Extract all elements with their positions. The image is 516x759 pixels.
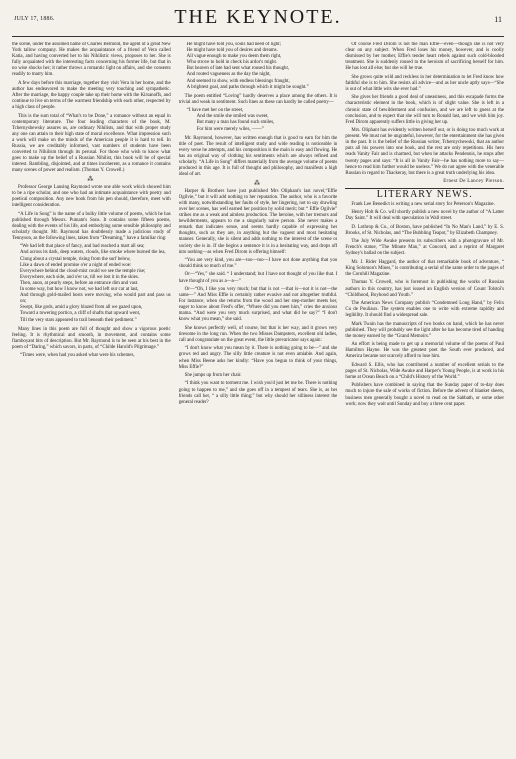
poem-excerpt	[187, 108, 338, 132]
verse-line: Swept, like gods, amid a glory blazed from all we gazed upon,	[20, 305, 143, 311]
paragraph: Mrs. Oliphant has evidently written herself out, or is doing too much work at present. We must not be ungrateful, however, for the entertainment she has given in the past. It is the belief of the Russian writer, Tchernychewski, that an author puts all his powers into one book, and the rest are only repetitions. His hero reads Vanity Fair and is charmed, but when he attacks Pendennis, he stops after twenty pages and says: “It is all in Vanity Fair—he has nothing more to say—hence to read him further would be useless.” We do not agree with the venerable Russian in regard to Thackeray, but there is a great truth underlying his idea.	[345, 128, 505, 176]
paragraph: This is the sum total of “What's to be Done,” a romance without an equal in contemporary literature. The four leading characters of the book, M. Tchernyshewsky assures us, are ordinary Nihilists, and that with proper study any one can attain to their high state of moral excellence. What impression such a work will make on the minds of the American people it is hard to tell. In Russia, we are creditably informed, vast numbers of students have been converted to Nihilism through its perusal. For those who wish to know what goes to make up the belief of a Russian Nihilist, this book will be of special interest. Rambling, disjointed, and at times incoherent, as a romance it contains many scenes of power and realism. (Thomas Y. Crowell.)	[12, 113, 171, 174]
verse-line: Toward a towering portico, a cliff of shafts that upward went,	[20, 311, 141, 317]
news-item: Mark Twain has the manuscripts of two books on hand, which he has never published. They will probably see the light after he has become tired of handing the money earned by the “Grand Memoirs.”	[345, 321, 505, 339]
verse-line: Clung about a crystal temple, rising from the surf below,	[20, 256, 131, 262]
paragraph: She knows perfectly well, of course, but that is her way, and it grows very tiresome in the long run. When the two Misses Dampsters, excellent old ladies, call and congratulate on the great event, the little prevaricator says again:	[178, 325, 338, 343]
news-item: The July Wide Awake presents its subscribers with a photogravure of Mr. French's statue, “The Minute Man,” at Concord, and a reprint of Margaret Sydney's ballad on the subject.	[345, 239, 505, 257]
author-signature: Ernest De Lancey Pierson.	[443, 179, 505, 185]
news-item: D. Lothrop & Co., of Boston, have published “In No Man's Land,” by E. S. Brooks, of St. Nicholas, and “The Bubbling Teapot,” by Elizabeth Champney.	[345, 224, 505, 236]
paragraph: She jumps up from her chair.	[184, 373, 242, 379]
verse-line: “I have met her on the street,	[186, 108, 244, 114]
verse-line: But many a man has found such smiles,	[196, 120, 275, 126]
verse-line: Then, anon, at pearly steps, before an entrance dim and vast.	[20, 280, 139, 286]
verse-line: For him were merely wiles, ——”	[196, 126, 264, 132]
section-ornament: ⁂	[87, 176, 96, 183]
poem-excerpt	[187, 42, 338, 91]
paragraph: A few days before this marriage, together they visit Vera in her home, and the author has endeavored to make the meeting very touching and sympathetic. After the marriage, the happy couple take up their home with the Kirsanoffs, and continue to live on terms of the warmest friendship with each other, respected by a high class of people.	[12, 80, 171, 111]
column-1	[12, 42, 171, 754]
paragraph: the scene, under the assumed name of Charles Belmont, the agent of a great New York tallow company. He makes the acquaintance of a friend of Vera called Katia, and having converted her to his Nihilistic views, proposes to her. She is fully acquainted with the interesting facts concerning his former life, but that in no wise shocks her; it rather throws a romantic light on affairs, and she consents readily to marry him.	[12, 42, 171, 78]
verse-line: And seemed to show, with endless blessings fraught,	[186, 78, 290, 84]
news-item: An effort is being made to get up a memorial volume of the poems of Paul Hamilton Hayne. He was the greatest poet the South ever produced, and America became not scarcely afford to lose him.	[345, 342, 505, 360]
news-item: Henry Holt & Co. will shortly publish a new novel by the author of “A Latter Day Saint.” It will deal with speculation in Wall street.	[345, 210, 505, 222]
section-ornament: ⁂	[254, 180, 262, 187]
news-item: Thomas Y. Crowell, who is foremost in publishing the works of Russian authors in this country, has just issued an English version of Count Tolstoï's “Childhood, Boyhood and Youth.”	[345, 280, 505, 298]
paragraph: Or—“Oh, I like you very much; but that is not —that is—not it is not—the same—” And Miss Effie is certainly rather evasive and not altogether truthful. For instance, when she returns from the wood and her step-mother meets her, eager to know about Fred's offer, “Where did you meet him,” cries the anxious mama. “And were you very much surprised, and what did he say?” “I don't know what you mean,” she said.	[178, 286, 338, 323]
paragraph: The poem entitled “Loving” hardly deserves a place among the others. It is trivial and weak in sentiment. Such lines as these can hardly be called poetry—	[178, 93, 338, 105]
paragraph: Many lines in this poem are full of thought and show a vigorous poetic feeling. It is rhythmical and smooth, in movement, and contains some flamboyant bits of description. But Mr. Raymond is to be seen at his best in the poem of “Daring,” which savors, in parts, of “Childe Harold's Pilgrimage.”	[12, 326, 171, 350]
publication-title: THE KEYNOTE.	[174, 6, 342, 28]
verse-line: And across its dark, deep waters, clouds, like smoke where burned the lea,	[20, 250, 166, 256]
paragraph: “A Life in Song” is the name of a bulky little volume of poems, which he has published through Messrs. Putnam's Sons. It contains some fifteen poems, dealing with the events of his life, and embodying some sensible philosophy and scholarly thought. Mr. Raymond has doubtlessly made a judicious study of Tennyson, as the following lines, taken from “Dreaming,” have a familiar ring:	[12, 211, 171, 241]
paragraph: Of course Fred Dirom is not the man Effie—even—though she is not very clear on any subject. When Fred loses his money, however, and is coolly dismissed by her mother, Effie's tender heart rebels against such cold-blooded treatment. She is suddenly roused to the heroism of sacrificing herself for him. He has lost all else; but she will be true.	[345, 42, 505, 72]
column-3	[345, 42, 504, 754]
verse-line: He might have told you of desires and dreams.	[186, 48, 278, 54]
verse-line: Who strove to hold in check his ardor's might.	[186, 60, 278, 66]
paragraph: Professor George Lansing Raymond wrote one able work which showed him to be a ripe scholar, and one who had an intimate acquaintance with poetry and poetical composition. Any new book from his pen should, therefore, meet with intelligent consideration.	[12, 184, 171, 209]
news-item: Edward S. Ellis, who has contributed a number of excellent serials to the pages of St. Nicholas, Wide Awake and Harper's Young People, is at work in his home at Ocean Beach on a “Child's History of the World.”	[345, 362, 505, 380]
section-heading: LITERARY NEWS.	[376, 188, 473, 200]
paragraph: Mr. Raymond, however, has written enough that is good to earn for him the title of poet. The result of intelligent study and wide reading is noticeable in every verse he attempts, and his composition is the main is easy and flowing. He has an original way of clothing his sentiments which are always refined and scholarly. “A Life in Song” differs materially from the average volume of poems produced in this age. It is full of thought and philosophy, and manifests a high ideal of art.	[178, 135, 338, 178]
verse-line: “We had left that place of fancy, and had reached a mart all sea;	[20, 244, 145, 250]
page-number: 11	[494, 15, 502, 24]
paragraph: Harper & Brothers have just published Mrs Oliphant's last novel,“Effie Ogilvie,” but it will add nothing to her reputation. The author, who is a favorite with many, notwithstanding her faults of style, her lingering, not to say drawling over her scenes, has well earned her position by solid merit; but “ Effie Ogilvie” strikes me as a weak and aimless production. The heroine, with her tremors and bewilderments, appears to me a singularly naive person. She never makes a remark that indicates sense, and seems hardly capable of expressing her thoughts, such as they are, in anything but the vaguest and most hesitating manner. Generally, she is silent and adds nothing to the interest of the scene or society she is in. If she begins a sentence it is in a hesitating way, and drops off into nothing—as when Fred Dirom is offering himself:	[178, 188, 338, 255]
masthead	[12, 6, 504, 36]
paragraph: “You are very kind, you are—too—too—I have not done anything that you should think so much of me.”	[178, 257, 338, 270]
news-item: The American News Company publish “Condemned Long Hand,” by Felix Cu de Pouliaux. The system enables one to write with extreme rapidity and legibility. It should find a widespread sale.	[345, 301, 505, 319]
paragraph: “I don't know what you mean by it. There is nothing going to be—” and she grows red and angry. The silly little creature is not even amiable. And again, when Miss Beene asks her kindly: “Have you begun to think of your things, Miss Effie?”	[178, 346, 338, 370]
column-2	[179, 42, 338, 754]
verse-line: In some way, but how I know not, we had left our car at last,	[20, 287, 139, 293]
verse-line: Everywhere behind the cloud-mist could we see the temple rise;	[20, 268, 146, 274]
news-item: Frank Lee Benedict is writing a new serial story for Peterson's Magazine.	[351, 201, 495, 207]
paragraph: She grows quite wild and reckless in her determination to let Fred know how faithful she is to him. She resists all advice—and as her uncle aptly says—“She is out of what little wits she ever had.”	[345, 74, 505, 92]
news-item: Mr. J. Rider Haggard, the author of that remarkable book of adventure, “ King Solomon's Mines,” is contributing a serial of the same order to the pages of the Cornhill Magazine.	[345, 259, 505, 278]
issue-date: JULY 17, 1886.	[14, 16, 55, 22]
verse-line: And the smile she smiled was sweet,	[196, 114, 269, 120]
verse-line: And routed vagueness as the day the night,	[186, 72, 271, 78]
verse-line: Like a dawn of ended promise o'er a night of ended woe:	[20, 262, 132, 268]
paragraph: She gives her friends a good deal of uneasiness, and this escapade forms the characteristic element in the book, which is of slight value. She is left in a chronic state of bewilderment and confusion, and we are left to guess at the conclusion, and to expect that she will turn to Ronald last, and we wish him joy. Fred Dirom apparently suffers little in giving her up.	[345, 95, 505, 125]
verse-line: And through gold-mailed hosts were moving, who would part and pass us on;	[20, 293, 171, 305]
header-rule	[12, 36, 504, 37]
paragraph: “I think you want to torment me. I wish you'd just let me be. There is nothing going to happen to me,” and she goes off in a tempest of tears. She is, as her friends call her, “ a silly little thing;” but why should her silliness interest the general reader?	[178, 381, 338, 405]
verse-line: He might have told you, souls had need of light;	[186, 42, 281, 47]
news-item: Publishers have combined in saying that the Sunday paper of to-day does much to injure the sale of works of fiction. Before the advent of blanket sheets, business men generally bought a novel to read on the Sabbath, or some other work; now they wait until Sunday and buy a three cent paper.	[345, 383, 505, 407]
verse-line: All vague enough to make you deem them right,	[186, 54, 282, 60]
poem-excerpt	[20, 244, 171, 323]
verse-line: Till the very stars appeared to trail beneath their pediment.”	[20, 317, 137, 323]
verse-line: Everywhere, each side, and o'er us, till we lost it in the skies.	[20, 274, 140, 280]
verse-line: A brightest goal, and paths through which it might be sought.”	[186, 84, 309, 90]
verse-line: But heaven of late had sent what roused his thought,	[186, 66, 290, 72]
paragraph: Or—“Yes,” she said. “ I understand; but I have not thought of you like that. I have thought of you as a—a—”	[178, 272, 338, 284]
article-columns	[12, 42, 504, 754]
verse-line: “Times were, when had you asked what were his schemes,	[20, 353, 135, 359]
poem-excerpt	[20, 353, 171, 359]
